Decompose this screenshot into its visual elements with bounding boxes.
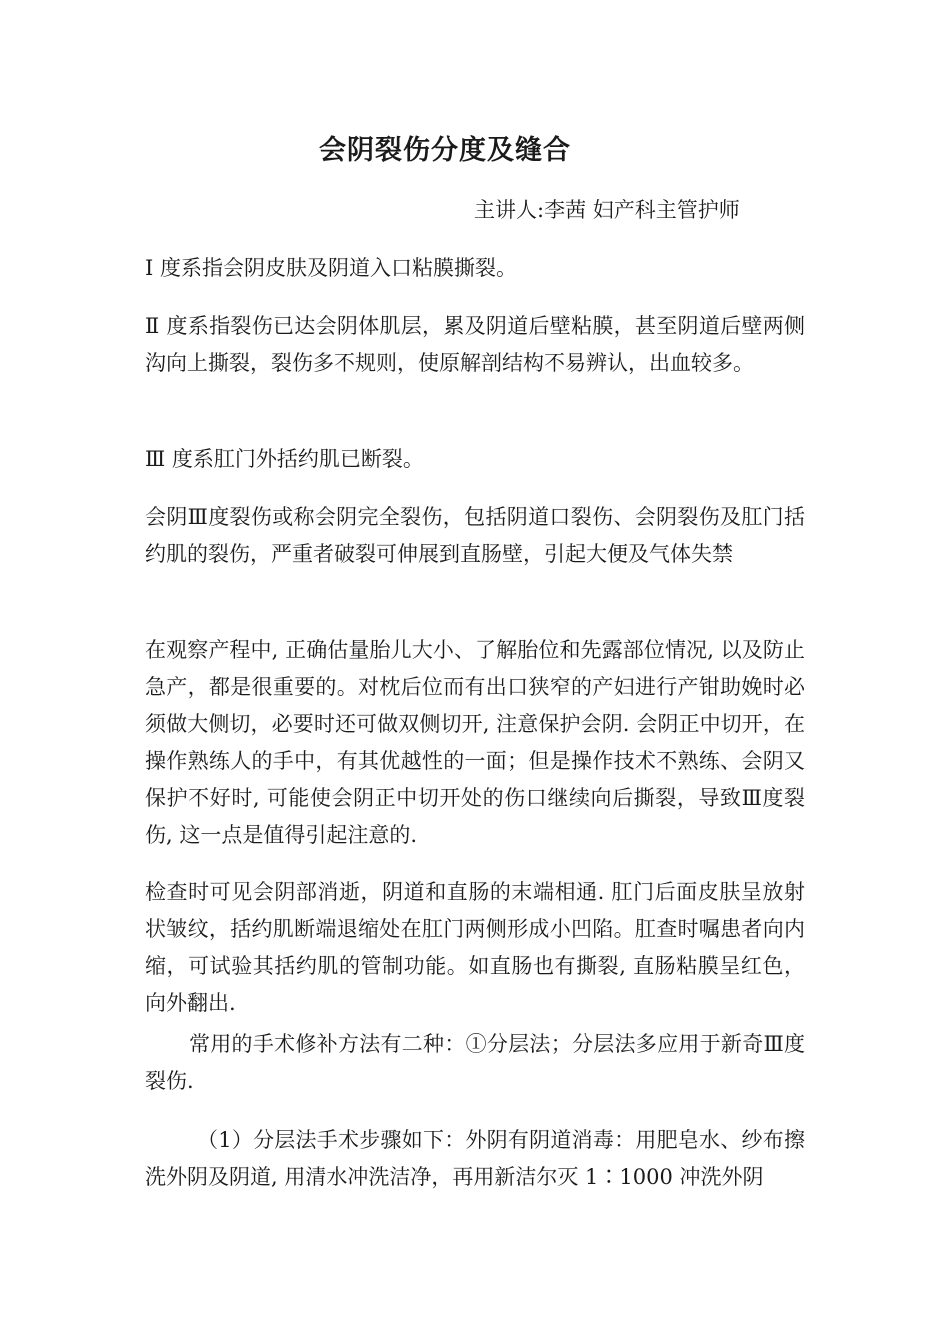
speaker-line: 主讲人:李茜 妇产科主管护师 <box>474 198 740 222</box>
paragraph-degree-2: Ⅱ 度系指裂伤已达会阴体肌层，累及阴道后壁粘膜，甚至阴道后壁两侧沟向上撕裂，裂伤多不规则，使原解剖结构不易辨认，出血较多。 <box>145 314 805 375</box>
paragraph-degree-1: Ⅰ 度系指会阴皮肤及阴道入口粘膜撕裂。 <box>145 256 517 280</box>
paragraph-complete-laceration: 会阴Ⅲ度裂伤或称会阴完全裂伤，包括阴道口裂伤、会阴裂伤及肛门括约肌的裂伤，严重者破裂可伸展到直肠壁，引起大便及气体失禁 <box>145 505 805 566</box>
paragraph-degree-3: Ⅲ 度系肛门外括约肌已断裂。 <box>145 447 424 471</box>
paragraph-labor-observation: 在观察产程中, 正确估量胎儿大小、了解胎位和先露部位情况, 以及防止急产，都是很重要的。对枕后位而有出口狭窄的产妇进行产钳助娩时必须做大侧切，必要时还可做双侧切开, 注意保护会阴. 会阴正中切开，在操作熟练人的手中，有其优越性的一面；但是操作技术不熟练、会阴又保护不好时, 可能使会阴正中切开处的伤口继续向后撕裂，导致Ⅲ度裂伤, 这一点是值得引起注意的. <box>145 638 805 847</box>
paragraph-layered-steps: （1）分层法手术步骤如下：外阴有阴道消毒：用肥皂水、纱布擦洗外阴及阴道, 用清水冲洗洁净，再用新洁尔灭 1∶1000 冲洗外阴 <box>145 1128 805 1189</box>
paragraph-repair-methods: 常用的手术修补方法有二种：①分层法；分层法多应用于新奇Ⅲ度裂伤. <box>145 1032 805 1093</box>
page-title: 会阴裂伤分度及缝合 <box>319 135 571 166</box>
paragraph-examination: 检查时可见会阴部消逝，阴道和直肠的末端相通. 肛门后面皮肤呈放射状皱纹，括约肌断端退缩处在肛门两侧形成小凹陷。肛查时嘱患者向内缩，可试验其括约肌的管制功能。如直肠也有撕裂, 直肠粘膜呈红色，向外翻出. <box>145 880 805 1015</box>
